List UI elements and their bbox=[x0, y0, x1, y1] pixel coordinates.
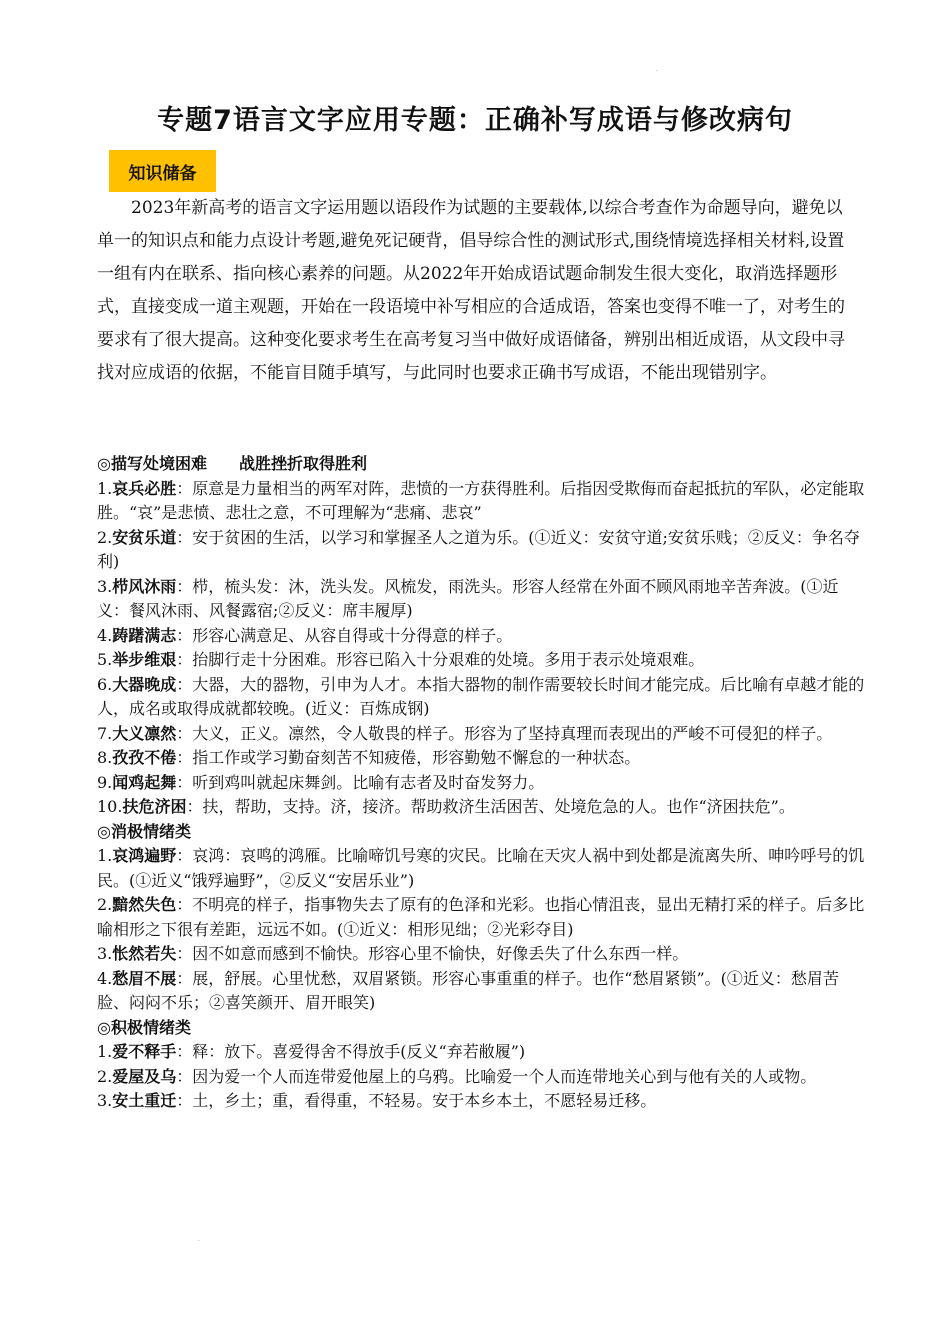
idiom-term: 闻鸡起舞 bbox=[112, 772, 177, 792]
idiom-term: 黯然失色 bbox=[112, 895, 177, 914]
idiom-definition: ：原意是力量相当的两军对阵，悲愤的一方获得胜利。后指因受欺侮而奋起抵抗的军队，必定能取胜。“哀”是悲愤、悲壮之意，不可理解为“悲痛、悲哀” bbox=[97, 478, 865, 522]
idiom-term: 踌躇满志 bbox=[112, 625, 177, 645]
idiom-entry bbox=[97, 795, 865, 820]
idiom-term: 举步维艰 bbox=[112, 650, 177, 669]
idiom-definition: ：因不如意而感到不愉快。形容心里不愉快，好像丢失了什么东西一样。 bbox=[176, 944, 689, 963]
idiom-entry bbox=[97, 746, 865, 771]
idiom-definition: ：不明亮的样子，指事物失去了原有的色泽和光彩。也指心情沮丧，显出无精打采的样子。后多比喻相形之下很有差距，远远不如。(①近义：相形见绌；②光彩夺目) bbox=[97, 895, 865, 939]
idiom-entry bbox=[97, 526, 865, 575]
entry-number: 8. bbox=[97, 748, 113, 767]
idiom-term: 安贫乐道 bbox=[112, 527, 177, 547]
entry-number: 4. bbox=[97, 625, 113, 645]
idiom-entry bbox=[97, 624, 865, 649]
idiom-definition: ：土，乡土；重，看得重，不轻易。安于本乡本土，不愿轻易迁移。 bbox=[176, 1091, 657, 1110]
idiom-entry bbox=[97, 1065, 865, 1090]
page-title: 专题7语言文字应用专题：正确补写成语与修改病句 bbox=[157, 105, 793, 136]
section-badge: 知识储备 bbox=[109, 150, 216, 192]
entry-number: 3. bbox=[97, 1091, 113, 1110]
entry-number: 10. bbox=[97, 797, 123, 816]
idiom-entry bbox=[97, 942, 865, 967]
idiom-definition: ：抬脚行走十分困难。形容已陷入十分艰难的处境。多用于表示处境艰难。 bbox=[176, 650, 705, 669]
idiom-definition: ：哀鸿：哀鸣的鸿雁。比喻啼饥号寒的灾民。比喻在天灾人祸中到处都是流离失所、呻吟呼号的饥民。(①近义“饿殍遍野”，②反义“安居乐业”) bbox=[97, 846, 865, 890]
idiom-entry bbox=[97, 844, 865, 893]
idiom-term: 哀兵必胜 bbox=[112, 478, 177, 498]
entry-number: 4. bbox=[97, 968, 113, 988]
entry-number: 7. bbox=[97, 723, 113, 743]
idiom-definition: ：形容心满意足、从容自得或十分得意的样子。 bbox=[176, 625, 513, 645]
entry-number: 2. bbox=[97, 1066, 113, 1086]
entry-number: 5. bbox=[97, 650, 113, 669]
idiom-definition: ：大义，正义。凛然，令人敬畏的样子。形容为了坚持真理而表现出的严峻不可侵犯的样子。 bbox=[176, 723, 833, 743]
entry-number: 1. bbox=[97, 846, 113, 865]
idiom-entry bbox=[97, 722, 865, 747]
idiom-term: 扶危济困 bbox=[122, 797, 187, 816]
idiom-term: 怅然若失 bbox=[112, 944, 177, 963]
entry-number: 1. bbox=[97, 478, 113, 498]
idiom-definition: ：听到鸡叫就起床舞剑。比喻有志者及时奋发努力。 bbox=[176, 772, 545, 792]
idiom-entry bbox=[97, 893, 865, 942]
entry-number: 1. bbox=[97, 1042, 113, 1061]
idiom-definition: ：指工作或学习勤奋刻苦不知疲倦，形容勤勉不懈怠的一种状态。 bbox=[176, 748, 641, 767]
idiom-term: 爱屋及乌 bbox=[112, 1066, 177, 1086]
idiom-entry bbox=[97, 1089, 865, 1114]
footer-mark: · bbox=[198, 1238, 200, 1245]
idiom-term: 愁眉不展 bbox=[112, 968, 177, 988]
idiom-term: 孜孜不倦 bbox=[112, 748, 177, 767]
idiom-entry bbox=[97, 648, 865, 673]
idiom-term: 哀鸿遍野 bbox=[112, 846, 177, 865]
idiom-definition: ：释：放下。喜爱得舍不得放手(反义“弃若敝履”) bbox=[176, 1042, 526, 1061]
idiom-entry bbox=[97, 575, 865, 624]
entry-number: 2. bbox=[97, 895, 113, 914]
idiom-term: 安土重迁 bbox=[112, 1091, 177, 1110]
section-heading: ◎消极情绪类 bbox=[97, 821, 191, 841]
section-heading: ◎描写处境困难 战胜挫折取得胜利 bbox=[97, 454, 367, 473]
idiom-term: 栉风沐雨 bbox=[112, 576, 177, 596]
idiom-entry bbox=[97, 477, 865, 526]
idiom-entry bbox=[97, 967, 865, 1016]
idiom-entry bbox=[97, 1040, 865, 1065]
idiom-entry bbox=[97, 771, 865, 796]
idiom-definition: ：大器，大的器物，引申为人才。本指大器物的制作需要较长时间才能完成。后比喻有卓越才能的人，成名或取得成就都较晚。(近义：百炼成钢) bbox=[97, 674, 865, 718]
idiom-definition: ：因为爱一个人而连带爱他屋上的乌鸦。比喻爱一个人而连带地关心到与他有关的人或物。 bbox=[176, 1066, 817, 1086]
entry-number: 3. bbox=[97, 576, 113, 596]
idiom-definition: ：展，舒展。心里忧愁，双眉紧锁。形容心事重重的样子。也作“愁眉紧锁”。(①近义：愁眉苦脸、闷闷不乐；②喜笑颜开、眉开眼笑) bbox=[97, 968, 839, 1012]
idiom-entry bbox=[97, 673, 865, 722]
idiom-term: 爱不释手 bbox=[112, 1042, 177, 1061]
entry-number: 2. bbox=[97, 527, 113, 547]
idiom-definition: ：安于贫困的生活，以学习和掌握圣人之道为乐。(①近义：安贫守道;安贫乐贱；②反义：争名夺利) bbox=[97, 527, 860, 571]
entry-number: 6. bbox=[97, 674, 113, 694]
idiom-term: 大义凛然 bbox=[112, 723, 177, 743]
idiom-list bbox=[97, 452, 865, 1114]
idiom-definition: ：栉，梳头发：沐，洗头发。风梳发，雨洗头。形容人经常在外面不顾风雨地辛苦奔波。(①近义：餐风沐雨、风餐露宿;②反义：席丰履厚) bbox=[97, 576, 839, 620]
idiom-term: 大器晚成 bbox=[112, 674, 177, 694]
intro-paragraph: 2023年新高考的语言文字运用题以语段作为试题的主要载体,以综合考查作为命题导向，避免以单一的知识点和能力点设计考题,避免死记硬背，倡导综合性的测试形式,围绕情境选择相关材料,设置一组有内在联系、指向核心素养的问题。从2022年开始成语试题命制发生很大变化，取消选择题形式，直接变成一道主观题，开始在一段语境中补写相应的合适成语，答案也变得不唯一了，对考生的要求有了很大提高。这种变化要求考生在高考复习当中做好成语储备，辨别出相近成语，从文段中寻找对应成语的依据，不能盲目随手填写，与此同时也要求正确书写成语，不能出现错别字。 bbox=[97, 198, 845, 383]
entry-number: 3. bbox=[97, 944, 113, 963]
corner-mark: · bbox=[656, 68, 658, 75]
entry-number: 9. bbox=[97, 772, 113, 792]
section-heading: ◎积极情绪类 bbox=[97, 1017, 191, 1037]
idiom-definition: ：扶，帮助，支持。济，接济。帮助救济生活困苦、处境危急的人。也作“济困扶危”。 bbox=[186, 797, 795, 816]
